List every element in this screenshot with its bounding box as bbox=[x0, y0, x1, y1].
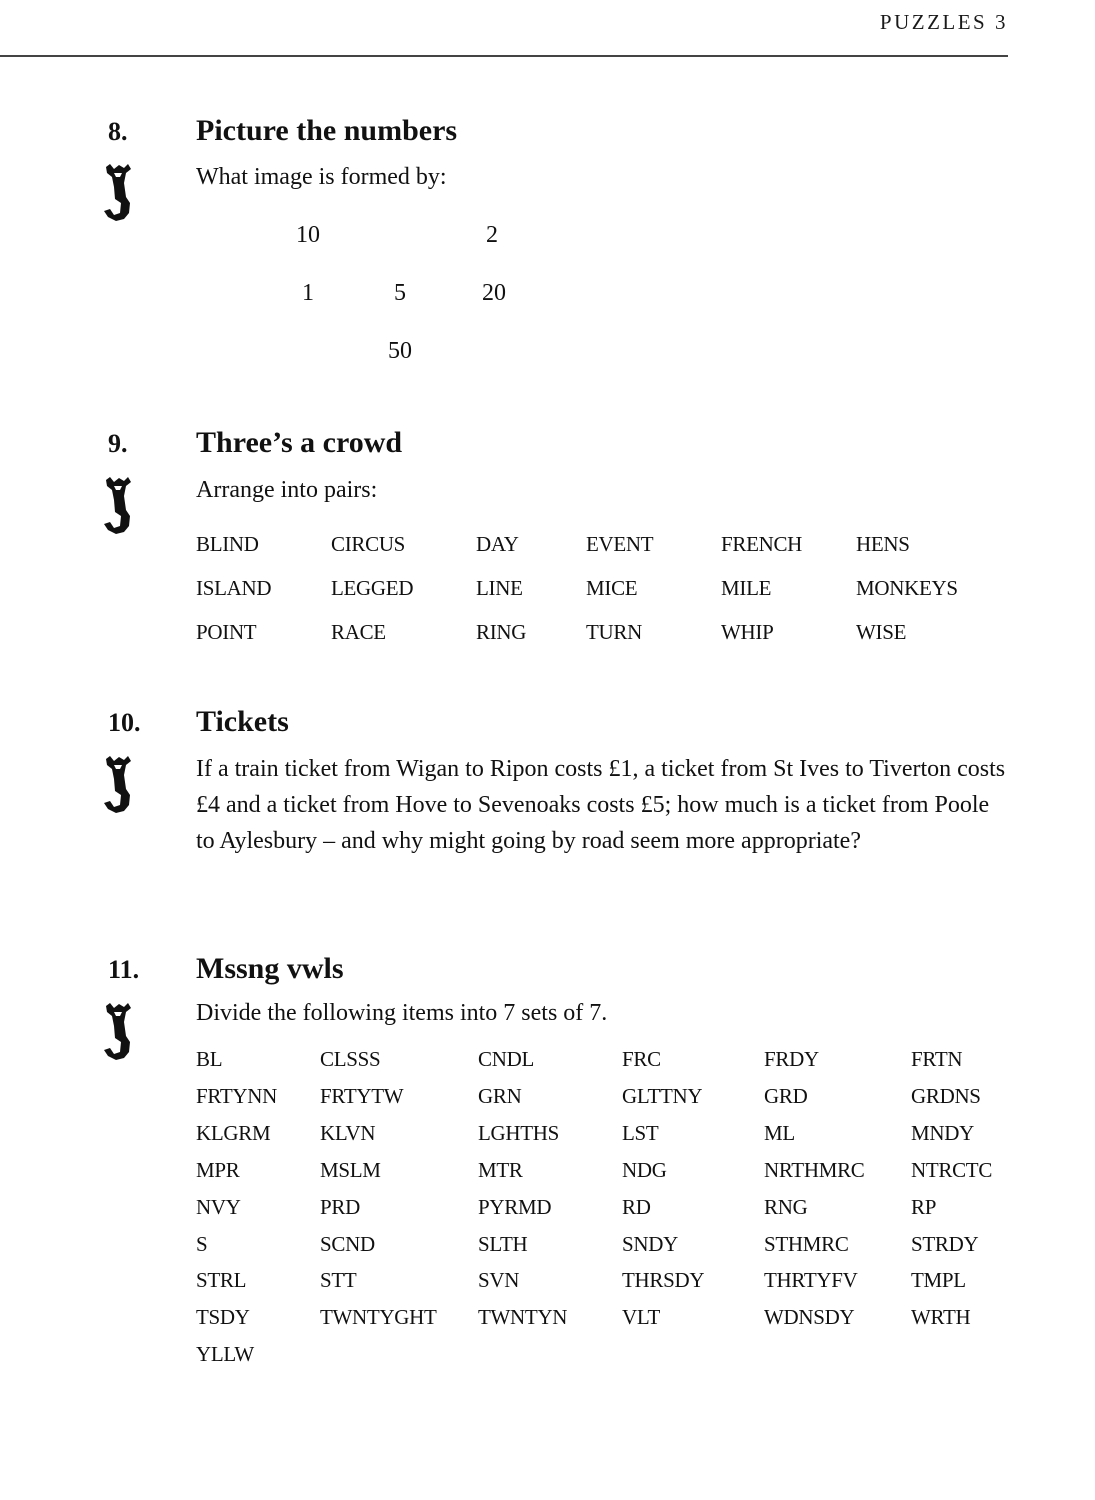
number-item: 1 bbox=[302, 280, 314, 306]
number-item: 20 bbox=[482, 280, 506, 306]
word-item: NRTHMRC bbox=[764, 1157, 865, 1182]
number-item: 50 bbox=[388, 338, 412, 364]
word-item: RING bbox=[476, 620, 527, 644]
word-item: GLTTNY bbox=[622, 1083, 703, 1108]
word-item: TSDY bbox=[196, 1305, 250, 1330]
word-item: FRC bbox=[622, 1047, 661, 1071]
word-item: LGHTHS bbox=[478, 1120, 560, 1145]
word-item: MILE bbox=[721, 576, 772, 600]
word-item: CNDL bbox=[478, 1047, 534, 1071]
puzzle-number: 10. bbox=[108, 708, 141, 737]
word-item: NTRCTC bbox=[911, 1157, 993, 1182]
word-item: RNG bbox=[764, 1194, 808, 1219]
crouching-figure-icon bbox=[100, 476, 136, 538]
puzzle-text: If a train ticket from Wigan to Ripon costs £1, a ticket from St Ives to Tiverton costs £4 and a ticket from Hove to Sevenoaks costs £5; how much is a ticket from Poole to Aylesbury – and why might going by road seem more appropriate? bbox=[196, 756, 1006, 854]
word-item: SVN bbox=[478, 1268, 520, 1293]
word-item: DAY bbox=[476, 532, 519, 556]
word-item: TWNTYN bbox=[478, 1305, 568, 1330]
word-item: LINE bbox=[476, 576, 523, 600]
word-item: KLGRM bbox=[196, 1120, 271, 1145]
word-item: WHIP bbox=[721, 620, 774, 644]
puzzle-title: Mssng vwls bbox=[196, 952, 344, 985]
crouching-figure-icon bbox=[100, 1002, 136, 1064]
word-item: STRDY bbox=[911, 1231, 979, 1256]
word-item: LEGGED bbox=[331, 576, 414, 600]
number-item: 10 bbox=[296, 222, 320, 248]
word-item: RP bbox=[911, 1194, 937, 1219]
word-item: GRD bbox=[764, 1083, 808, 1108]
word-item: GRN bbox=[478, 1083, 522, 1108]
word-item: STHMRC bbox=[764, 1231, 849, 1256]
puzzle-title: Three’s a crowd bbox=[196, 426, 403, 459]
header-rule bbox=[0, 55, 1008, 57]
word-item: MICE bbox=[586, 576, 638, 600]
word-item: THRTYFV bbox=[764, 1268, 858, 1293]
word-item: CLSSS bbox=[320, 1047, 381, 1071]
word-item: TURN bbox=[586, 620, 642, 644]
word-item: MSLM bbox=[320, 1157, 381, 1182]
crouching-figure-icon bbox=[100, 755, 136, 817]
word-item: SLTH bbox=[478, 1231, 528, 1256]
word-item: ISLAND bbox=[196, 576, 272, 600]
word-item: NVY bbox=[196, 1194, 241, 1219]
word-item: LST bbox=[622, 1120, 659, 1145]
puzzle-title: Tickets bbox=[196, 705, 289, 738]
word-item: PRD bbox=[320, 1194, 360, 1219]
word-item: GRDNS bbox=[911, 1083, 981, 1108]
crouching-figure-icon bbox=[100, 163, 136, 225]
word-item: NDG bbox=[622, 1157, 667, 1182]
word-item: MONKEYS bbox=[856, 576, 958, 600]
running-header: PUZZLES 3 bbox=[879, 10, 1008, 34]
word-item: HENS bbox=[856, 532, 910, 556]
word-item: S bbox=[196, 1231, 208, 1256]
word-item: MTR bbox=[478, 1157, 523, 1182]
word-item: THRSDY bbox=[622, 1268, 705, 1293]
word-item: WISE bbox=[856, 620, 907, 644]
puzzle-number: 8. bbox=[108, 117, 128, 146]
word-item: FRENCH bbox=[721, 532, 803, 556]
word-item: MNDY bbox=[911, 1120, 974, 1145]
number-item: 2 bbox=[486, 222, 498, 248]
word-item: MPR bbox=[196, 1157, 240, 1182]
puzzle-number: 11. bbox=[108, 955, 140, 984]
word-item: FRTYTW bbox=[320, 1083, 404, 1108]
word-item: POINT bbox=[196, 620, 257, 644]
word-item: WRTH bbox=[911, 1305, 971, 1330]
word-item: PYRMD bbox=[478, 1194, 552, 1219]
puzzle-number: 9. bbox=[108, 429, 128, 458]
word-item: FRDY bbox=[764, 1047, 819, 1071]
word-item: VLT bbox=[622, 1305, 660, 1330]
word-item: ML bbox=[764, 1120, 795, 1145]
word-item: CIRCUS bbox=[331, 532, 406, 556]
word-item: SCND bbox=[320, 1231, 375, 1256]
puzzle-prompt: What image is formed by: bbox=[196, 164, 447, 190]
puzzle-title: Picture the numbers bbox=[196, 114, 458, 147]
word-item: BLIND bbox=[196, 532, 259, 556]
word-item: BL bbox=[196, 1047, 223, 1071]
word-item: RD bbox=[622, 1194, 651, 1219]
word-item: KLVN bbox=[320, 1120, 376, 1145]
word-item: TMPL bbox=[911, 1268, 966, 1293]
word-item: SNDY bbox=[622, 1231, 678, 1256]
puzzle-prompt: Arrange into pairs: bbox=[196, 477, 378, 503]
number-item: 5 bbox=[394, 280, 406, 306]
word-item: YLLW bbox=[196, 1342, 254, 1367]
puzzle-prompt: Divide the following items into 7 sets of 7. bbox=[196, 1000, 608, 1026]
word-item: FRTN bbox=[911, 1047, 963, 1071]
word-item: STT bbox=[320, 1268, 357, 1293]
word-item: EVENT bbox=[586, 532, 654, 556]
word-item: STRL bbox=[196, 1268, 247, 1293]
word-item: FRTYNN bbox=[196, 1083, 277, 1108]
word-item: RACE bbox=[331, 620, 386, 644]
word-item: WDNSDY bbox=[764, 1305, 855, 1330]
word-item: TWNTYGHT bbox=[320, 1305, 437, 1330]
